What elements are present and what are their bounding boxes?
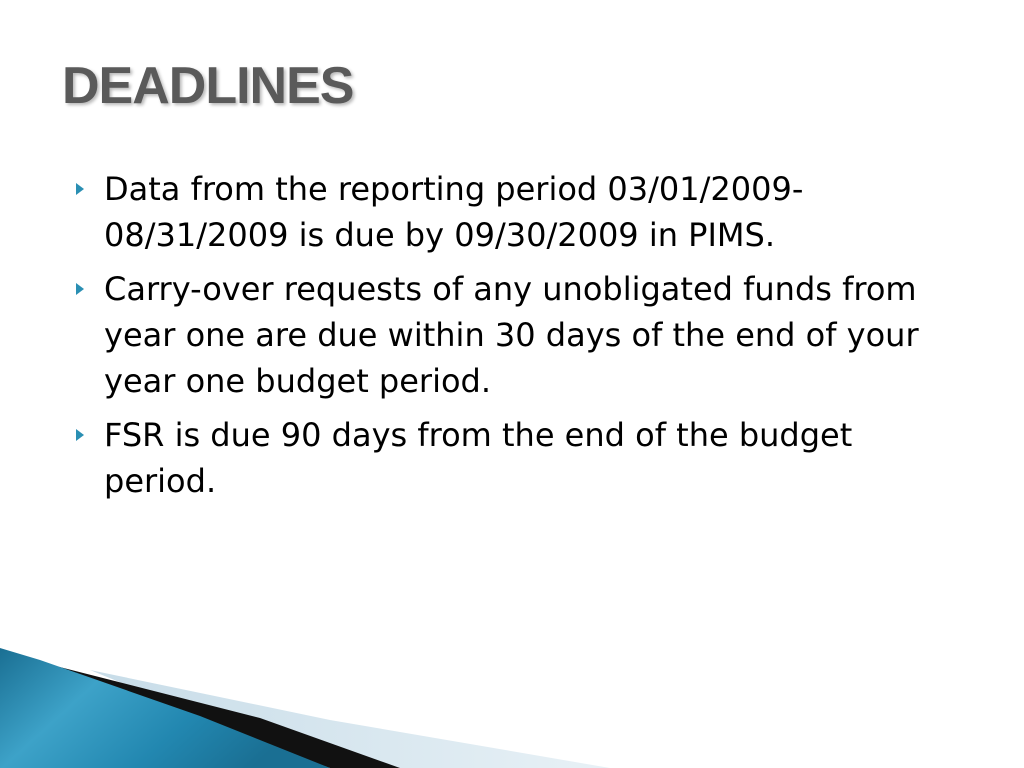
bullet-text: Carry-over requests of any unobligated funds from year one are due within 30 days of the end of your year one budget period. (104, 270, 919, 400)
slide-title: DEADLINES (62, 57, 354, 115)
bullet-text: Data from the reporting period 03/01/2009-08/31/2009 is due by 09/30/2009 in PIMS. (104, 170, 804, 254)
decor-teal-band (0, 648, 330, 768)
bullet-text: FSR is due 90 days from the end of the budget period. (104, 416, 853, 500)
